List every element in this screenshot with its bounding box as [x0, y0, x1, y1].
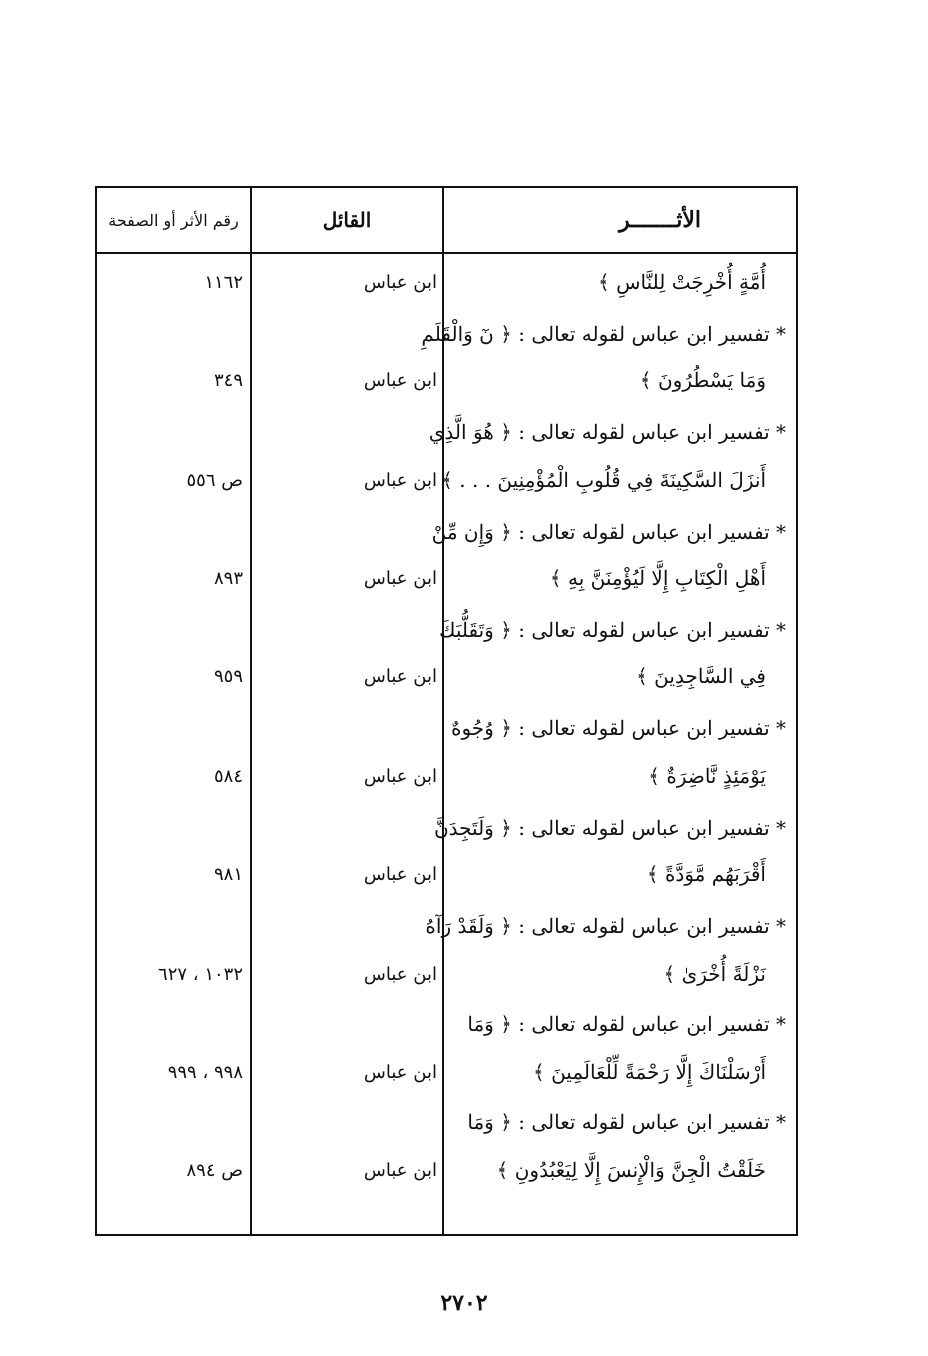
qail-text: ابن عباس [363, 370, 437, 391]
athar-text: * تفسير ابن عباس لقوله تعالى : ﴿ وُجُوهٌ [451, 716, 786, 740]
header-qail: القائل [322, 208, 372, 232]
qail-text: ابن عباس [363, 964, 437, 985]
reference-number: ٩٩٨ ، ٩٩٩ [167, 1062, 243, 1083]
athar-text: أُمَّةٍ أُخْرِجَتْ لِلنَّاسِ ﴾ [598, 270, 766, 294]
qail-text: ابن عباس [363, 1160, 437, 1181]
athar-text: أَقْرَبَهُم مَّوَدَّةً ﴾ [646, 862, 766, 886]
header-number: رقم الأثر أو الصفحة [108, 210, 239, 230]
qail-text: ابن عباس [363, 766, 437, 787]
athar-text: أَهْلِ الْكِتَابِ إِلَّا لَيُؤْمِنَنَّ بِهِ ﴾ [549, 566, 766, 590]
athar-text: * تفسير ابن عباس لقوله تعالى : ﴿ وَتَقَلُّبَكَ [438, 618, 786, 642]
athar-text: فِي السَّاجِدِينَ ﴾ [636, 664, 766, 688]
qail-text: ابن عباس [363, 1062, 437, 1083]
reference-number: ص ٨٩٤ [186, 1160, 243, 1181]
reference-number: ٥٨٤ [213, 766, 243, 787]
athar-text: * تفسير ابن عباس لقوله تعالى : ﴿ وَإِن مِّنْ [431, 520, 786, 544]
athar-text: * تفسير ابن عباس لقوله تعالى : ﴿ نٓ وَالْقَلَمِ [421, 322, 786, 346]
athar-text: وَمَا يَسْطُرُونَ ﴾ [639, 368, 766, 392]
reference-number: ٣٤٩ [213, 370, 243, 391]
athar-text: أَرْسَلْنَاكَ إِلَّا رَحْمَةً لِّلْعَالَمِينَ ﴾ [533, 1060, 766, 1084]
qail-text: ابن عباس [363, 568, 437, 589]
athar-text: * تفسير ابن عباس لقوله تعالى : ﴿ وَمَا [467, 1012, 786, 1036]
column-divider [250, 188, 252, 1234]
athar-text: * تفسير ابن عباس لقوله تعالى : ﴿ وَلَتَجِدَنَّ [433, 816, 786, 840]
reference-number: ١٠٣٢ ، ٦٢٧ [158, 964, 243, 985]
references-table [95, 186, 798, 1236]
reference-number: ٩٨١ [213, 864, 243, 885]
page-number: ٢٧٠٢ [440, 1290, 488, 1316]
athar-text: * تفسير ابن عباس لقوله تعالى : ﴿ وَمَا [467, 1110, 786, 1134]
qail-text: ابن عباس [363, 666, 437, 687]
reference-number: ٨٩٣ [213, 568, 243, 589]
reference-number: ص ٥٥٦ [186, 470, 243, 491]
athar-text: * تفسير ابن عباس لقوله تعالى : ﴿ هُوَ الَّذِي [428, 420, 786, 444]
qail-text: ابن عباس [363, 470, 437, 491]
table-header [97, 188, 796, 254]
athar-text: * تفسير ابن عباس لقوله تعالى : ﴿ وَلَقَدْ رَآهُ [425, 914, 786, 938]
header-athar: الأثـــــــر [618, 207, 701, 233]
athar-text: نَزْلَةً أُخْرَىٰ ﴾ [663, 962, 766, 986]
reference-number: ٩٥٩ [213, 666, 243, 687]
qail-text: ابن عباس [363, 864, 437, 885]
qail-text: ابن عباس [363, 272, 437, 293]
athar-text: يَوْمَئِذٍ نَّاضِرَةٌ ﴾ [648, 764, 766, 788]
athar-text: أَنزَلَ السَّكِينَةَ فِي قُلُوبِ الْمُؤْمِنِينَ . . . ﴾ [441, 468, 766, 492]
athar-text: خَلَقْتُ الْجِنَّ وَالْإِنسَ إِلَّا لِيَعْبُدُونِ ﴾ [496, 1158, 766, 1182]
reference-number: ١١٦٢ [204, 272, 243, 293]
